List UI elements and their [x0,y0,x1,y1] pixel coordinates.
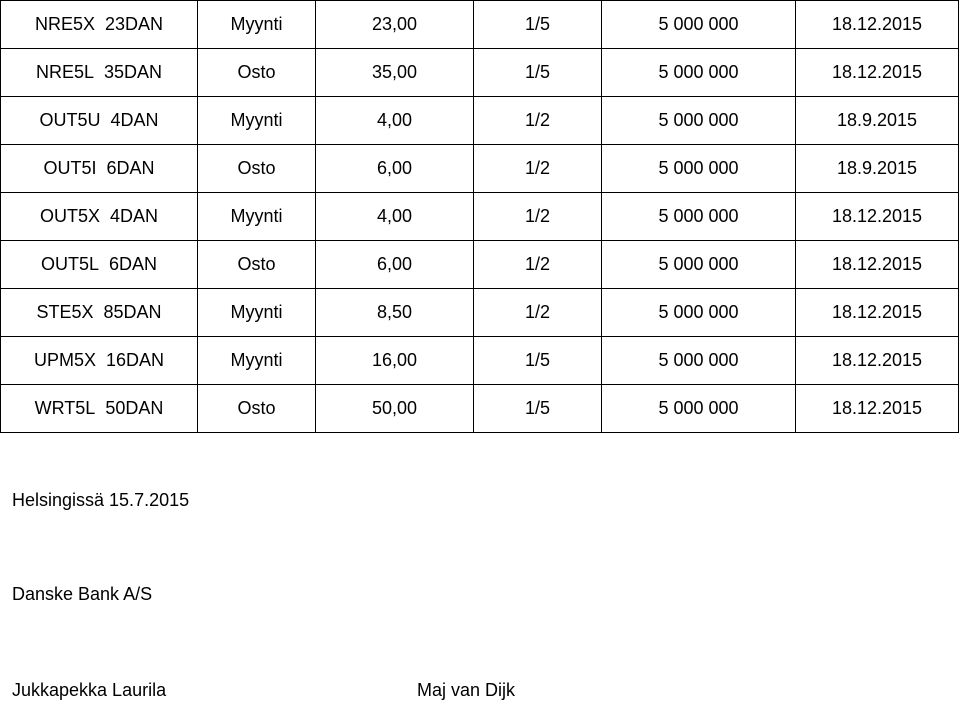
amount-cell: 5 000 000 [602,337,796,385]
table-row [1,337,959,385]
warrant-quantity: 6DAN [106,158,155,178]
price-cell: 4,00 [316,193,474,241]
price-cell: 50,00 [316,385,474,433]
date-cell: 18.9.2015 [796,145,959,193]
date-cell: 18.12.2015 [796,337,959,385]
warrant-symbol: OUT5L [40,254,99,274]
ratio-cell: 1/2 [474,289,602,337]
ratio-cell: 1/2 [474,241,602,289]
warrant-quantity: 4DAN [110,110,159,130]
amount-cell: 5 000 000 [602,241,796,289]
warrant-quantity: 85DAN [103,302,162,322]
warrant-symbol: STE5X [36,302,94,322]
warrant-quantity: 4DAN [110,206,159,226]
warrant-quantity: 16DAN [105,350,165,370]
price-cell: 6,00 [316,145,474,193]
place-and-date: Helsingissä 15.7.2015 [12,490,190,510]
amount-cell: 5 000 000 [602,289,796,337]
ratio-cell: 1/5 [474,337,602,385]
date-cell: 18.12.2015 [796,289,959,337]
ratio-cell: 1/5 [474,49,602,97]
price-cell: 16,00 [316,337,474,385]
table-row [1,193,959,241]
table-row [1,49,959,97]
side-cell: Myynti [198,337,316,385]
company-name: Danske Bank A/S [12,584,153,604]
side-cell: Osto [198,145,316,193]
table-row [1,145,959,193]
warrant-code-cell [1,1,198,49]
date-cell: 18.12.2015 [796,1,959,49]
warrant-quantity: 6DAN [109,254,158,274]
warrant-symbol: OUT5X [39,206,100,226]
side-cell: Osto [198,385,316,433]
warrant-quantity: 35DAN [104,62,163,82]
price-cell: 4,00 [316,97,474,145]
warrant-code-cell [1,337,198,385]
ratio-cell: 1/2 [474,97,602,145]
side-cell: Myynti [198,97,316,145]
side-cell: Osto [198,49,316,97]
table-row [1,241,959,289]
warrant-code-cell [1,289,198,337]
ratio-cell: 1/2 [474,193,602,241]
amount-cell: 5 000 000 [602,385,796,433]
side-cell: Osto [198,241,316,289]
ratio-cell: 1/5 [474,385,602,433]
date-cell: 18.12.2015 [796,193,959,241]
price-cell: 35,00 [316,49,474,97]
date-cell: 18.12.2015 [796,241,959,289]
date-cell: 18.9.2015 [796,97,959,145]
price-cell: 6,00 [316,241,474,289]
warrant-code-cell [1,97,198,145]
table-row [1,97,959,145]
table-body [1,1,959,433]
signatory-2: Maj van Dijk [417,680,516,700]
warrant-quantity: 50DAN [105,398,164,418]
ratio-cell: 1/5 [474,1,602,49]
warrant-symbol: NRE5L [35,62,94,82]
warrant-symbol: OUT5U [39,110,101,130]
table-row [1,289,959,337]
warrant-symbol: WRT5L [34,398,96,418]
amount-cell: 5 000 000 [602,193,796,241]
warrant-code-cell [1,385,198,433]
warrant-symbol: UPM5X [33,350,96,370]
price-cell: 23,00 [316,1,474,49]
warrant-code-cell [1,49,198,97]
warrant-code-cell [1,145,198,193]
table-row [1,385,959,433]
warrant-symbol: NRE5X [34,14,95,34]
date-cell: 18.12.2015 [796,49,959,97]
amount-cell: 5 000 000 [602,49,796,97]
ratio-cell: 1/2 [474,145,602,193]
signatory-1: Jukkapekka Laurila [12,680,167,700]
warrant-code-cell [1,241,198,289]
table-row [1,1,959,49]
side-cell: Myynti [198,289,316,337]
amount-cell: 5 000 000 [602,97,796,145]
amount-cell: 5 000 000 [602,1,796,49]
date-cell: 18.12.2015 [796,385,959,433]
amount-cell: 5 000 000 [602,145,796,193]
price-cell: 8,50 [316,289,474,337]
side-cell: Myynti [198,193,316,241]
warrant-quantity: 23DAN [105,14,164,34]
warrant-code-cell [1,193,198,241]
side-cell: Myynti [198,1,316,49]
warrant-symbol: OUT5I [43,158,97,178]
